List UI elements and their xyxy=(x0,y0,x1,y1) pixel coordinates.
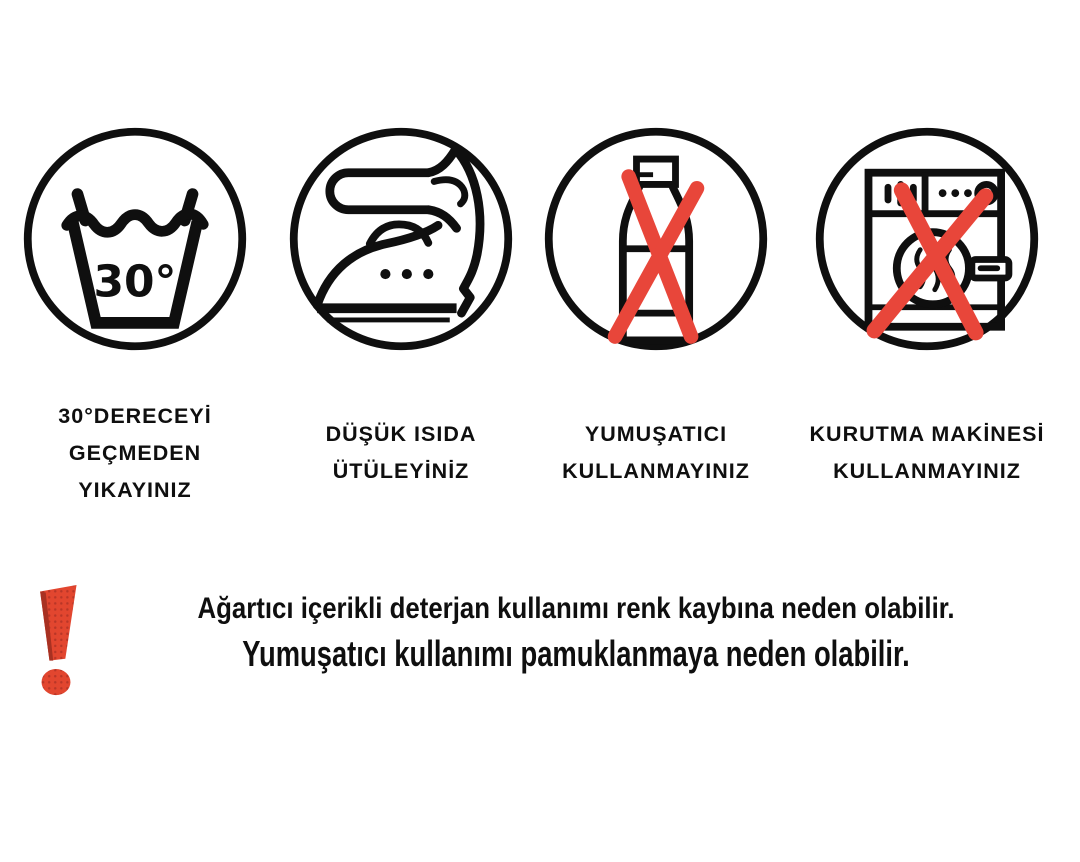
care-symbol-caption xyxy=(271,396,531,510)
exclamation-icon xyxy=(28,578,84,704)
care-symbol-no-dryer xyxy=(797,122,1057,510)
care-symbol-no-softener xyxy=(526,122,786,510)
caption-line: ÜTÜLEYİNİZ xyxy=(332,459,470,483)
wash-30-icon xyxy=(18,122,252,356)
caption-line: DÜŞÜK ISIDA xyxy=(325,422,477,446)
iron-icon xyxy=(284,122,518,356)
care-symbol-wash xyxy=(5,122,265,510)
caption-line: KULLANMAYINIZ xyxy=(833,459,1021,483)
caption-line: KURUTMA MAKİNESİ xyxy=(809,422,1045,446)
no-dryer-icon xyxy=(810,122,1044,356)
caption-line: GEÇMEDEN xyxy=(68,440,202,465)
caption-line: YUMUŞATICI xyxy=(584,422,728,446)
caption-line: YIKAYINIZ xyxy=(78,477,192,502)
warning-section xyxy=(28,578,1068,704)
no-softener-icon xyxy=(539,122,773,356)
care-symbol-caption xyxy=(526,396,786,510)
warning-text xyxy=(84,578,1068,678)
wash-temperature-badge: 30° xyxy=(93,256,177,308)
care-symbol-caption xyxy=(5,396,265,510)
care-symbol-caption xyxy=(797,396,1057,510)
care-symbol-iron xyxy=(271,122,531,510)
caption-line: 30°DERECEYİ xyxy=(58,403,212,428)
warning-line: Yumuşatıcı kullanımı pamuklanmaya neden olabilir. xyxy=(242,633,910,674)
caption-line: KULLANMAYINIZ xyxy=(562,459,750,483)
warning-line: Ağartıcı içerikli deterjan kullanımı renk kaybına neden olabilir. xyxy=(197,592,955,625)
